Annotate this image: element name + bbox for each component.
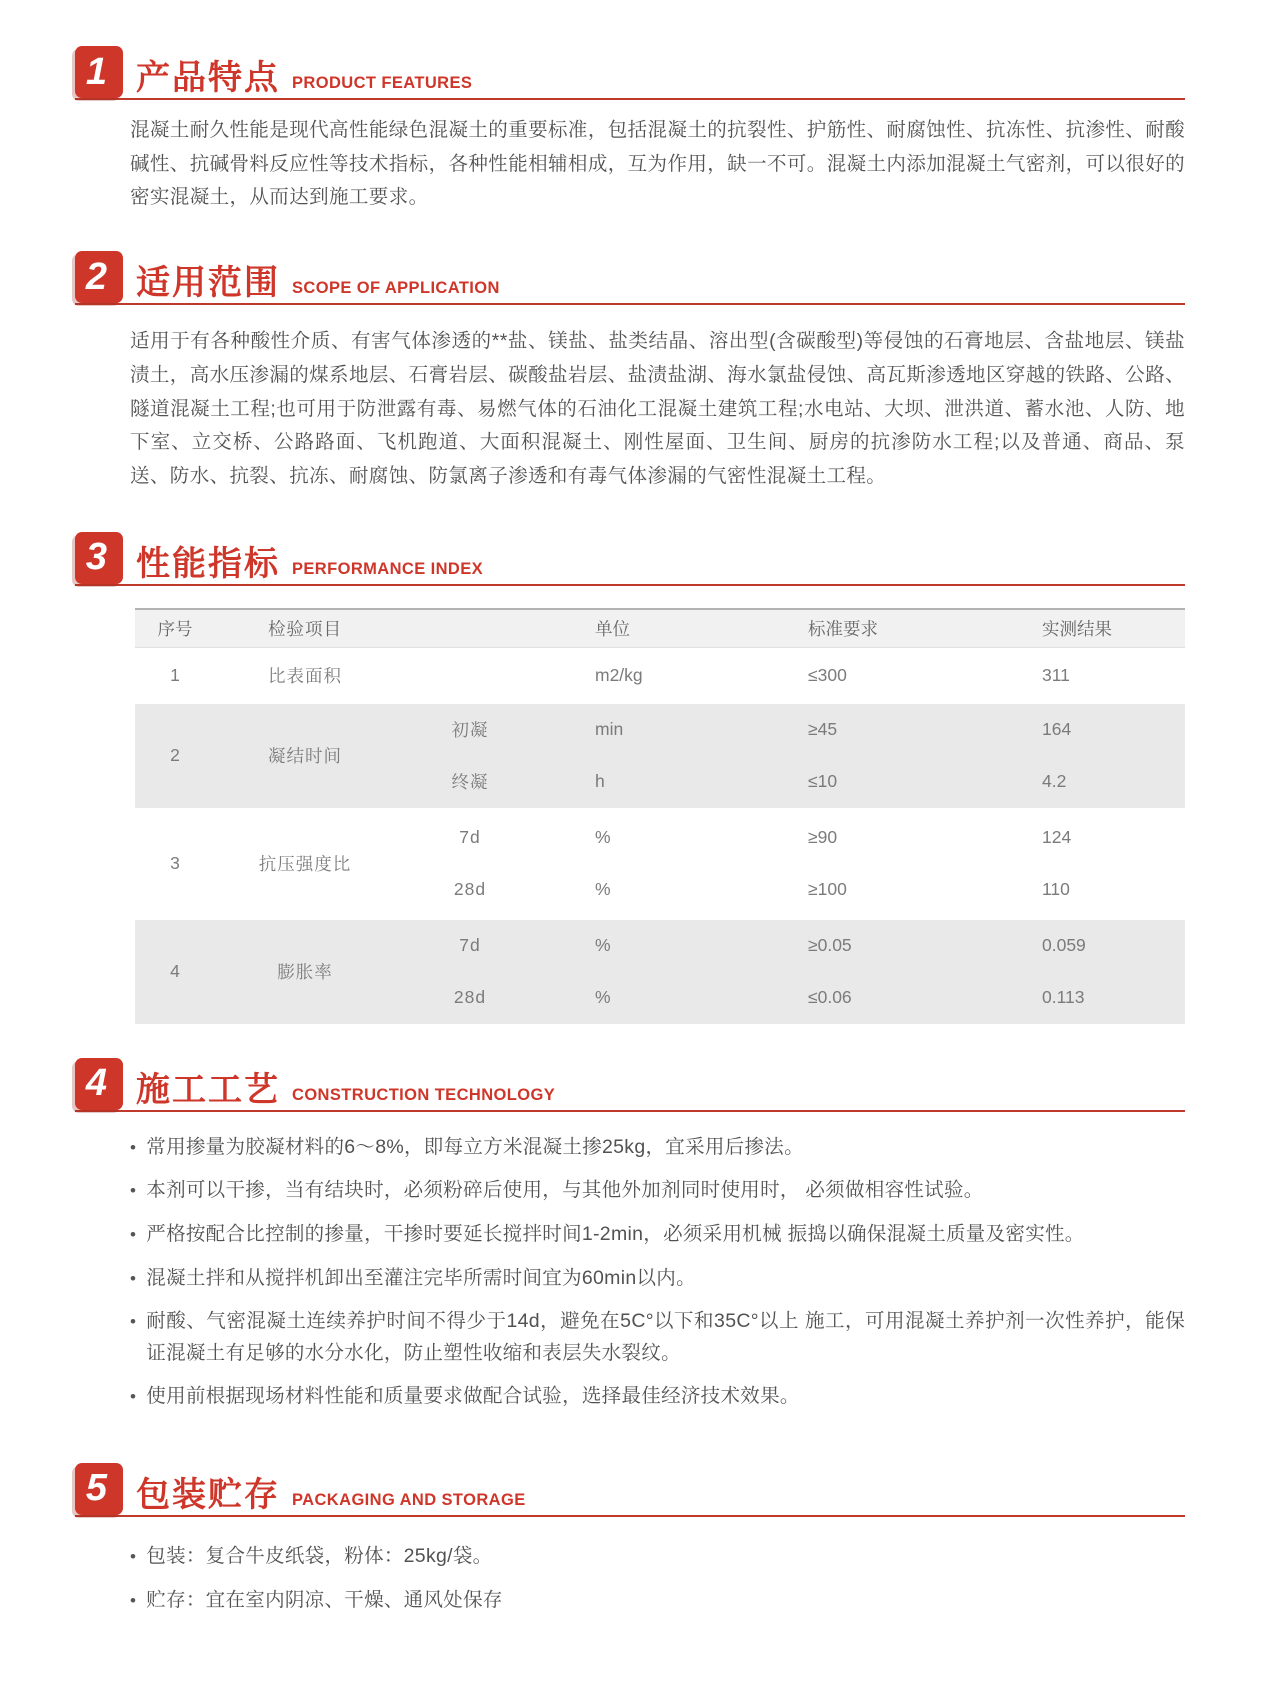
- section-header: [75, 1058, 1185, 1112]
- section-header: [75, 46, 1185, 100]
- section-header: [75, 1463, 1185, 1517]
- row-standard: ≤10: [808, 771, 838, 792]
- features-paragraph: 混凝土耐久性能是现代高性能绿色混凝土的重要标准，包括混凝土的抗裂性、护筋性、耐腐蚀性、抗冻性、抗渗性、耐酸碱性、抗碱骨料反应性等技术指标，各种性能相辅相成，互为作用，缺一不可。混凝土内添加混凝土气密剂，可以很好的密实混凝土，从而达到施工要求。: [130, 119, 1185, 209]
- section-performance-index: [75, 532, 1185, 1024]
- bullet-item: [130, 1132, 1185, 1164]
- section-title: 产品特点: [136, 59, 280, 97]
- header-result: 实测结果: [1042, 618, 1112, 639]
- row-sub: 28d: [453, 987, 487, 1008]
- row-result: 0.059: [1042, 935, 1086, 956]
- row-result: 124: [1042, 827, 1072, 848]
- row-result: 164: [1042, 719, 1072, 740]
- bullet-text: 贮存：宜在室内阴凉、干燥、通风处保存: [146, 1588, 503, 1611]
- row-result: 0.113: [1042, 987, 1085, 1008]
- section-number-badge: 5: [75, 1463, 123, 1515]
- row-unit: h: [595, 771, 605, 792]
- bullet-item: [130, 1219, 1185, 1251]
- row-unit: m2/kg: [595, 665, 643, 686]
- section-body: [75, 1132, 1185, 1413]
- section-subtitle-en: PACKAGING AND STORAGE: [292, 1490, 526, 1509]
- bullet-dot: •: [130, 1387, 137, 1407]
- row-no: 3: [170, 853, 180, 874]
- section-scope-of-application: [75, 251, 1185, 494]
- bullet-dot: •: [130, 1225, 137, 1245]
- bullet-dot: •: [130, 1312, 137, 1332]
- row-unit: %: [595, 987, 611, 1008]
- bullet-dot: •: [130, 1268, 137, 1288]
- header-item: 检验项目: [268, 618, 342, 639]
- section-title: 适用范围: [136, 264, 280, 303]
- row-no: 1: [170, 665, 180, 686]
- section-number-badge: 4: [75, 1058, 123, 1110]
- row-item: 凝结时间: [268, 746, 342, 767]
- construction-bullet-list: [130, 1132, 1185, 1413]
- section-header: [75, 532, 1185, 586]
- bullet-dot: •: [130, 1181, 137, 1201]
- row-sub: 终凝: [451, 772, 489, 793]
- row-no: 4: [170, 961, 180, 982]
- bullet-text: 混凝土拌和从搅拌机卸出至灌注完毕所需时间宜为60min以内。: [146, 1266, 696, 1289]
- row-standard: ≥0.05: [808, 935, 852, 956]
- table-row-group: [135, 808, 1185, 916]
- section-product-features: [75, 46, 1185, 215]
- section-body: [75, 1541, 1185, 1616]
- section-number-badge: 2: [75, 251, 123, 303]
- row-unit: %: [595, 935, 611, 956]
- row-standard: ≤300: [808, 665, 847, 686]
- bullet-dot: •: [130, 1137, 137, 1157]
- section-body: [75, 114, 1185, 215]
- row-item: 比表面积: [268, 666, 342, 687]
- bullet-text: 本剂可以干掺，当有结块时，必须粉碎后使用，与其他外加剂同时使用时， 必须做相容性试验。: [146, 1179, 984, 1202]
- section-subtitle-en: SCOPE OF APPLICATION: [292, 279, 500, 298]
- row-sub: 初凝: [451, 720, 489, 741]
- section-header: [75, 251, 1185, 305]
- scope-paragraph: 适用于有各种酸性介质、有害气体渗透的**盐、镁盐、盐类结晶、溶出型(含碳酸型)等侵蚀的石膏地层、含盐地层、镁盐渍土，高水压渗漏的煤系地层、石膏岩层、碳酸盐岩层、盐渍盐湖、海水氯盐侵蚀、高瓦斯渗透地区穿越的铁路、公路、隧道混凝土工程;也可用于防泄露有毒、易燃气体的石油化工混凝土建筑工程;水电站、大坝、泄洪道、蓄水池、人防、地下室、立交桥、公路路面、飞机跑道、大面积混凝土、刚性屋面、卫生间、厨房的抗渗防水工程;以及普通、商品、泵送、防水、抗裂、抗冻、耐腐蚀、防氯离子渗透和有毒气体渗漏的气密性混凝土工程。: [130, 330, 1185, 488]
- row-sub: 7d: [459, 935, 481, 956]
- row-standard: ≤0.06: [808, 987, 852, 1008]
- row-unit: %: [595, 879, 611, 900]
- table-row-group: [135, 648, 1185, 700]
- bullet-item: [130, 1263, 1185, 1295]
- bullet-text: 严格按配合比控制的掺量，干掺时要延长搅拌时间1-2min，必须采用机械 振捣以确保混凝土质量及密实性。: [146, 1223, 1085, 1246]
- bullet-dot: •: [130, 1546, 137, 1566]
- row-sub: 7d: [459, 827, 481, 848]
- section-number-badge: 1: [75, 46, 123, 98]
- row-result: 110: [1042, 879, 1070, 900]
- row-result: 4.2: [1042, 771, 1067, 792]
- row-unit: min: [595, 719, 624, 740]
- row-standard: ≥45: [808, 719, 838, 740]
- bullet-text: 耐酸、气密混凝土连续养护时间不得少于14d，避免在5C°以下和35C°以上 施工，可用混凝土养护剂一次性养护，能保证混凝土有足够的水分水化，防止塑性收缩和表层失水裂纹。: [146, 1310, 1185, 1364]
- bullet-item: [130, 1541, 1185, 1573]
- header-no: 序号: [157, 618, 193, 639]
- row-sub: [395, 652, 545, 700]
- section-subtitle-en: PRODUCT FEATURES: [292, 74, 473, 92]
- bullet-item: [130, 1585, 1185, 1617]
- table-row-group: [135, 916, 1185, 1024]
- section-title: 性能指标: [136, 544, 280, 583]
- section-subtitle-en: CONSTRUCTION TECHNOLOGY: [292, 1085, 556, 1104]
- section-title: 包装贮存: [136, 1475, 280, 1514]
- section-body: [75, 325, 1185, 494]
- bullet-dot: •: [130, 1590, 137, 1610]
- row-unit: %: [595, 827, 611, 848]
- section-body: [75, 608, 1185, 1024]
- performance-table: [135, 608, 1185, 1024]
- row-no: 2: [170, 745, 180, 766]
- bullet-item: [130, 1175, 1185, 1207]
- header-standard: 标准要求: [808, 618, 878, 639]
- header-unit: 单位: [595, 618, 630, 639]
- packaging-bullet-list: [130, 1541, 1185, 1616]
- row-standard: ≥100: [808, 879, 847, 900]
- section-title: 施工工艺: [136, 1070, 280, 1109]
- bullet-text: 包装：复合牛皮纸袋，粉体：25kg/袋。: [146, 1544, 493, 1567]
- bullet-text: 常用掺量为胶凝材料的6～8%，即每立方米混凝土掺25kg，宜采用后掺法。: [146, 1135, 804, 1158]
- row-sub: 28d: [453, 879, 487, 900]
- row-item: 抗压强度比: [258, 854, 352, 875]
- section-subtitle-en: PERFORMANCE INDEX: [292, 559, 484, 578]
- section-packaging-storage: [75, 1463, 1185, 1616]
- table-row-group: [135, 700, 1185, 808]
- section-construction-technology: [75, 1058, 1185, 1413]
- bullet-text: 使用前根据现场材料性能和质量要求做配合试验，选择最佳经济技术效果。: [146, 1385, 800, 1408]
- row-standard: ≥90: [808, 827, 838, 848]
- section-number-badge: 3: [75, 532, 123, 584]
- row-item: 膨胀率: [277, 962, 333, 983]
- bullet-item: [130, 1381, 1185, 1413]
- row-result: 311: [1042, 665, 1070, 686]
- bullet-item: [130, 1306, 1185, 1369]
- table-header-row: [135, 610, 1185, 648]
